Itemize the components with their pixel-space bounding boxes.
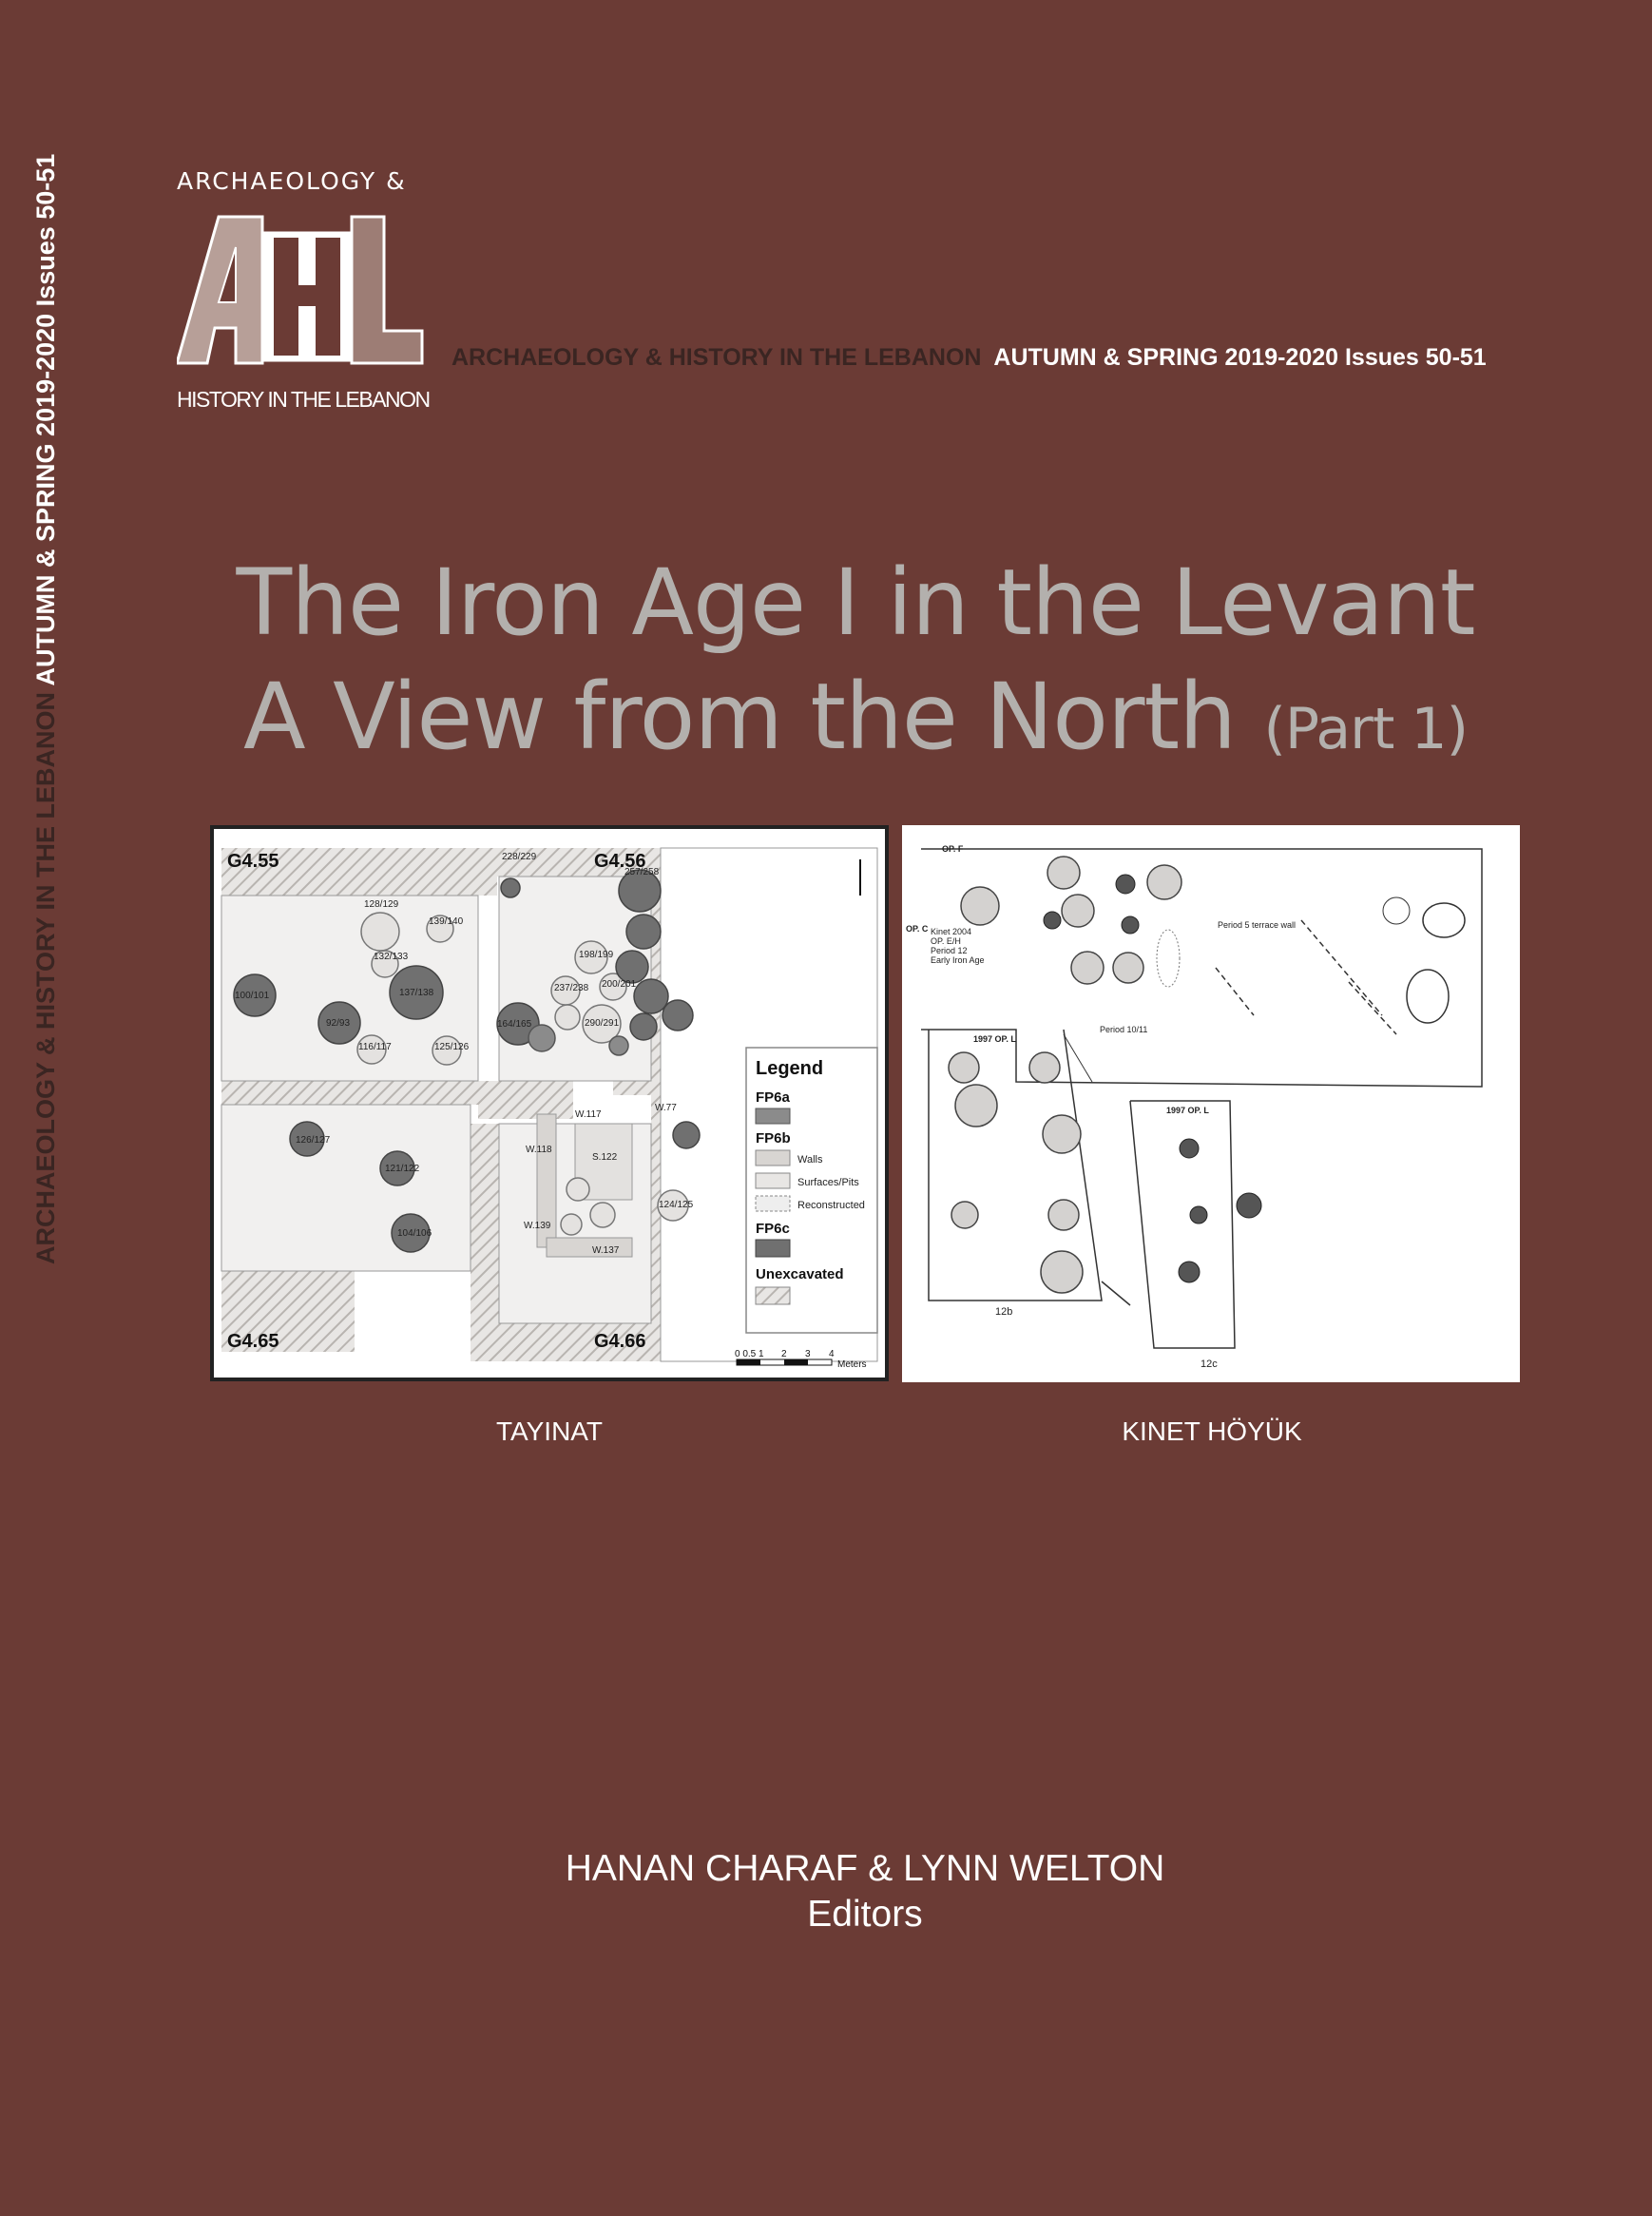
plan-note: Early Iron Age (931, 955, 985, 965)
plan-note: Kinet 2004 (931, 927, 972, 936)
feature-label: 228/229 (502, 852, 537, 862)
phase-label: 12b (995, 1306, 1013, 1318)
feature-label: 132/133 (374, 952, 409, 962)
trench-label: 1997 OP. L (1166, 1106, 1209, 1115)
feature-label: W.117 (575, 1109, 602, 1120)
feature-label: 116/117 (358, 1042, 392, 1052)
journal-tagline (451, 344, 1487, 372)
feature-label: W.139 (524, 1221, 551, 1231)
feature-label: 257/258 (624, 867, 660, 877)
logo-top-text: ARCHAEOLOGY & (177, 167, 407, 195)
plan-note: Period 12 (931, 946, 968, 955)
legend-label-reconstructed: Reconstructed (797, 1200, 865, 1211)
scale-tick: 2 (781, 1349, 787, 1359)
feature-label: S.122 (592, 1152, 618, 1163)
feature-label: 137/138 (399, 988, 434, 998)
editor-names: HANAN CHARAF & LYNN WELTON (565, 1848, 1165, 1889)
scale-tick: 0 0.5 1 (735, 1349, 764, 1359)
feature-label: 139/140 (429, 916, 464, 927)
grid-label-g456: G4.56 (594, 851, 646, 872)
plan-note: OP. E/H (931, 936, 961, 946)
feature-label: 124/125 (659, 1200, 694, 1210)
spine-issue: AUTUMN & SPRING 2019-2020 Issues 50-51 (31, 153, 60, 686)
title-line-2-main: A View from the North (242, 664, 1236, 770)
kinet-hoyuk-plan-figure (902, 825, 1520, 1382)
spine-series: ARCHAEOLOGY & HISTORY IN THE LEBANON (31, 691, 60, 1264)
feature-label: 290/291 (585, 1018, 620, 1029)
feature-label: 128/129 (364, 899, 399, 910)
feature-label: 100/101 (235, 991, 270, 1001)
feature-label: W.77 (655, 1103, 677, 1113)
legend-group-fp6c: FP6c (756, 1221, 790, 1237)
editor-role: Editors (807, 1894, 923, 1935)
tayinat-plan (214, 829, 885, 1378)
caption-kinet-hoyuk: KINET HÖYÜK (1122, 1416, 1302, 1446)
feature-label: 92/93 (326, 1018, 351, 1029)
legend-group-fp6b: FP6b (756, 1130, 791, 1147)
feature-label: 125/126 (434, 1042, 470, 1052)
feature-label: 104/106 (397, 1228, 432, 1239)
feature-label: 200/201 (602, 979, 637, 990)
feature-label: W.137 (592, 1245, 620, 1256)
title-line-2 (0, 664, 1652, 770)
trench-label: OP. F (942, 844, 964, 854)
trench-label: 1997 OP. L (973, 1034, 1016, 1044)
plan-note: Period 5 terrace wall (1218, 920, 1297, 930)
tagline-issue: AUTUMN & SPRING 2019-2020 Issues 50-51 (993, 344, 1487, 371)
title-part: (Part 1) (1263, 696, 1469, 762)
legend-title: Legend (756, 1058, 824, 1079)
feature-label: 198/199 (579, 950, 614, 960)
phase-label: 12c (1201, 1359, 1218, 1370)
map-legend (746, 1048, 877, 1333)
feature-label: 237/238 (554, 983, 589, 993)
plan-note: Period 10/11 (1100, 1025, 1148, 1034)
legend-label-walls: Walls (797, 1154, 823, 1166)
legend-group-fp6a: FP6a (756, 1089, 790, 1106)
feature-label: 164/165 (497, 1019, 532, 1030)
legend-group-unexcavated: Unexcavated (756, 1266, 844, 1282)
trench-label: OP. C (906, 924, 929, 934)
tayinat-plan-figure (210, 825, 889, 1381)
ahl-logo (177, 209, 424, 371)
grid-label-g455: G4.55 (227, 851, 279, 872)
grid-label-g466: G4.66 (594, 1331, 646, 1352)
feature-label: 126/127 (296, 1135, 331, 1146)
feature-label: 121/122 (385, 1164, 420, 1174)
logo-bottom-text: HISTORY IN THE LEBANON (177, 387, 430, 412)
scale-tick: 3 (805, 1349, 811, 1359)
feature-label: W.118 (526, 1145, 552, 1155)
legend-label-surfaces: Surfaces/Pits (797, 1177, 859, 1188)
title-line-1: The Iron Age I in the Levant (236, 549, 1475, 656)
caption-tayinat: TAYINAT (496, 1416, 603, 1446)
tagline-series: ARCHAEOLOGY & HISTORY IN THE LEBANON (451, 344, 982, 371)
kinet-hoyuk-plan (902, 825, 1520, 1382)
scale-unit: Meters (837, 1359, 867, 1370)
scale-tick: 4 (829, 1349, 835, 1359)
ahl-logo-mark (177, 209, 424, 371)
grid-label-g465: G4.65 (227, 1331, 279, 1352)
